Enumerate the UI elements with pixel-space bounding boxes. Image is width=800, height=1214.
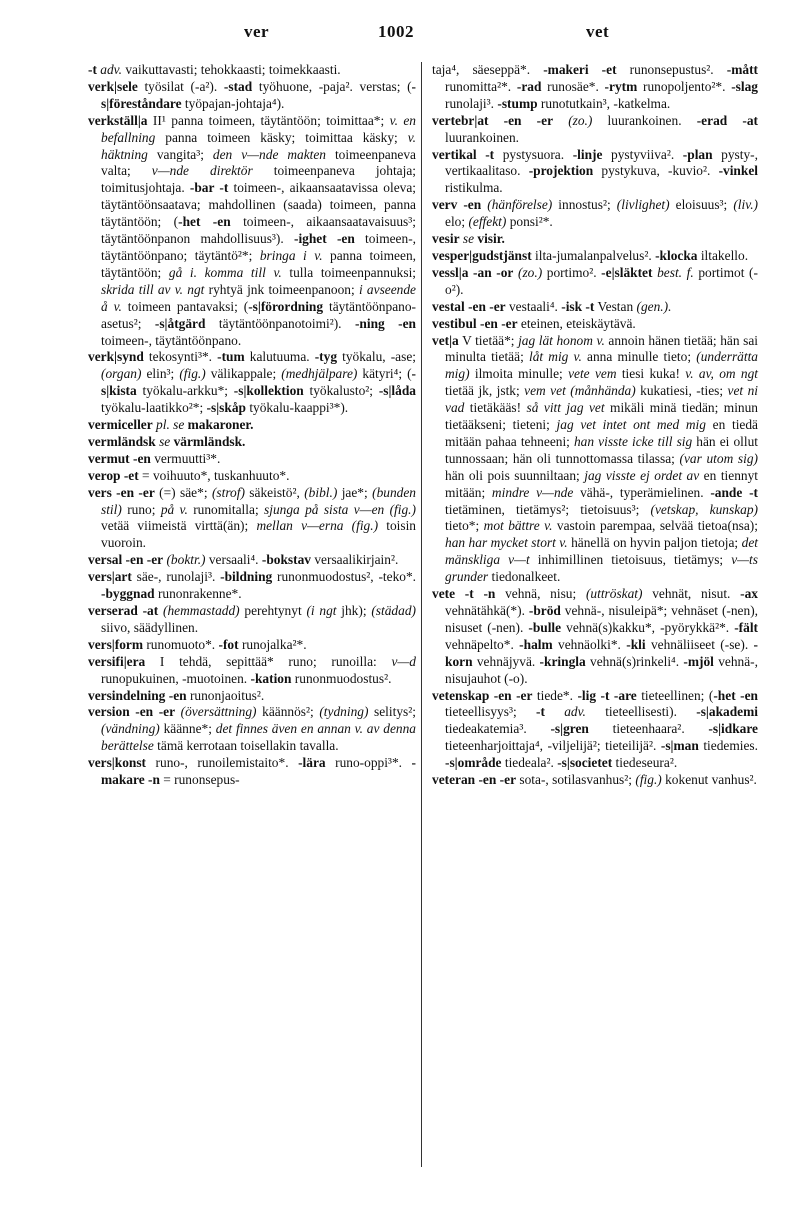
dictionary-entry: verv -en (hänförelse) innostus²; (livlighet) eloisuus³; (liv.) elo; (effekt) ponsi²*. <box>432 197 758 230</box>
dictionary-entry: vers|form runomuoto*. -fot runojalka²*. <box>88 636 307 652</box>
dictionary-entry: verk|synd tekosynti³*. -tum kalutuuma. -tyg työkalu, -ase; (organ) elin³; (fig.) välikappale; (medhjälpare) kätyri⁴; (-s|kista työkalu-arkku*; -s|kollektion työkalusto²; -s|låda työkalu-laatikko²*; -s|skåp työkalu-kaappi³*). <box>88 349 417 416</box>
dictionary-entry: vesir se visir. <box>432 231 505 247</box>
dictionary-entry: versal -en -er (boktr.) versaali⁴. -bokstav versaalikirjain². <box>88 552 399 568</box>
dictionary-entry: vestibul -en -er eteinen, eteiskäytävä. <box>432 315 636 331</box>
dictionary-entry: verk|sele työsilat (-a²). -stad työhuone, -paja². verstas; (-s|föreståndare työpajan-johtaja⁴). <box>88 78 417 111</box>
column-divider <box>421 62 422 1167</box>
dictionary-entry: taja⁴, säeseppä*. -makeri -et runonsepustus². -mått runomitta²*. -rad runosäe*. -rytm runopoljento²*. -slag runolaji³. -stump runotutkain³, -katkelma. <box>432 62 758 111</box>
dictionary-entry: verkställ|a II¹ panna toimeen, täytäntöön; toimittaa*; v. en befallning panna toimeen käsky; toimittaa käsky; v. häktning vangita³; den v—nde makten toimeenpaneva valta; v—nde direktör toimeenpaneva johtaja; toimitusjohtaja. -bar -t toimeen-, aikaansaatavissa oleva; täytäntöönsaatava; mahdollinen (saada) toimeen, panna täytäntöön; (-het -en toimeen-, aikaansaatavaisuus³; täytäntöönpanon mahdollisuus³). -ighet -en toimeen-, täytäntöönpano; täytäntö²*; bringa i v. panna toimeen, täytäntöön; gå i. komma till v. tulla toimeenpannuksi; skrida till av v. ngt ryhtyä jnk toimeenpanoon; i avseende å v. toimeen pantavaksi; (-s|förordning täytäntöönpano-asetus²; -s|åtgärd täytäntöönpanotoimi²). -ning -en toimeen-, täytäntöönpano. <box>88 112 417 348</box>
dictionary-entry: vesper|gudstjänst ilta-jumalanpalvelus². -klocka iltakello. <box>432 247 749 263</box>
page-number: 1002 <box>378 22 414 41</box>
dictionary-entry: vertebr|at -en -er (zo.) luurankoinen. -erad -at luurankoinen. <box>432 112 758 145</box>
dictionary-entry: vete -t -n vehnä, nisu; (uttröskat) vehnät, nisut. -ax vehnätähkä(*). -bröd vehnä-, nisuleipä*; vehnäset (-nen), nisuset (-nen). -bulle vehnä(s)kakku*, -pyörykkä²*. -fält vehnäpelto*. -halm vehnäolki*. -kli vehnäliiseet (-se). -korn vehnäjyvä. -kringla vehnä(s)rinkeli⁴. -mjöl vehnä-, nisujauhot (-o). <box>432 586 759 686</box>
dictionary-entry: vestal -en -er vestaali⁴. -isk -t Vestan (gen.). <box>432 298 672 314</box>
dictionary-entry: vermut -en vermuutti³*. <box>88 450 221 466</box>
dictionary-entry: versindelning -en runonjaoitus². <box>88 687 265 703</box>
dictionary-entry: verop -et = voihuuto*, tuskanhuuto*. <box>88 467 290 483</box>
dictionary-entry: vers -en -er (=) säe*; (strof) säkeistö², (bibl.) jae*; (bunden stil) runo; på v. runomitalla; sjunga på sista v—en (fig.) vetää viimeistä virttä(än); mellan v—erna (fig.) toisin vuoroin. <box>88 484 417 551</box>
dictionary-entry: version -en -er (översättning) käännös²; (tydning) selitys²; (vändning) käänne*; det finnes även en annan v. av denna berättelse tämä kerrotaan toisellakin tavalla. <box>88 704 416 754</box>
dictionary-entry: vet|a V tietää*; jag lät honom v. annoin hänen tietää; hän sai minulta tietää; låt mig v. anna minulle tieto; (underrätta mig) ilmoita minulle; vete vem tiesi kuka! v. av, om ngt tietää jk, jstk; vem vet (månhända) kukatiesi, -ties; vet ni vad tietäkääs! så vitt jag vet mikäli minä tiedän; minun tietääkseni; tieteni; jag vet intet ont med mig en tiedä mitään pahaa tehneeni; han visste icke till sig hän ei ollut tunnossaan; hän oli tunnottomassa tilassa; (var utom sig) hän oli pois suunniltaan; jag visste ej ordet av en tiennyt mitään; mindre v—nde vähä-, typerämielinen. -ande -t tietäminen, tietämys²; tietoisuus³; (vetskap, kunskap) tieto*; mot bättre v. vastoin parempaa, selvää tietoa(nsa); han har mycket stort v. hänellä on hyvin paljon tietoja; det mänskliga v—t inhimillinen tietoisuus, tietämys; v—ts grunder tiedonalkeet. <box>432 332 759 585</box>
dictionary-entry: -t adv. vaikuttavasti; tehokkaasti; toimekkaasti. <box>88 62 341 77</box>
dictionary-entry: veteran -en -er sota-, sotilasvanhus²; (fig.) kokenut vanhus². <box>432 772 757 788</box>
dictionary-entry: versifi|era I tehdä, sepittää* runo; runoilla: v—d runopukuinen, -muotoinen. -kation runonmuodostus². <box>88 653 416 686</box>
dictionary-entry: vers|konst runo-, runoilemistaito*. -lära runo-oppi³*. -makare -n = runonsepus- <box>88 755 416 788</box>
dictionary-entry: vermländsk se värmländsk. <box>88 433 246 449</box>
dictionary-entry: verserad -at (hemmastadd) perehtynyt (i ngt jhk); (städad) siivo, säädyllinen. <box>88 603 416 635</box>
left-guide-word: ver <box>244 22 270 41</box>
dictionary-entry: vers|art säe-, runolaji³. -bildning runonmuodostus², -teko*. -byggnad runonrakenne*. <box>88 569 416 602</box>
left-column <box>88 62 416 789</box>
dictionary-entry: vermiceller pl. se makaroner. <box>88 417 254 433</box>
page-header <box>0 22 800 46</box>
dictionary-entry: vertikal -t pystysuora. -linje pystyviiva². -plan pysty-, vertikaalitaso. -projektion pystykuva, -kuvio². -vinkel ristikulma. <box>432 146 758 196</box>
right-column <box>432 62 758 789</box>
right-guide-word: vet <box>586 22 610 41</box>
dictionary-entry: vessl|a -an -or (zo.) portimo². -e|släktet best. f. portimot (-o²). <box>432 264 758 297</box>
dictionary-entry: vetenskap -en -er tiede*. -lig -t -are tieteellinen; (-het -en tieteellisyys³; -t adv. tieteellisesti). -s|akademi tiedeakatemia³. -s|gren tieteenhaara². -s|idkare tieteenharjoittaja⁴, -viljelijä²; tieteilijä². -s|man tiedemies. -s|område tiedeala². -s|societet tiedeseura². <box>432 687 758 771</box>
